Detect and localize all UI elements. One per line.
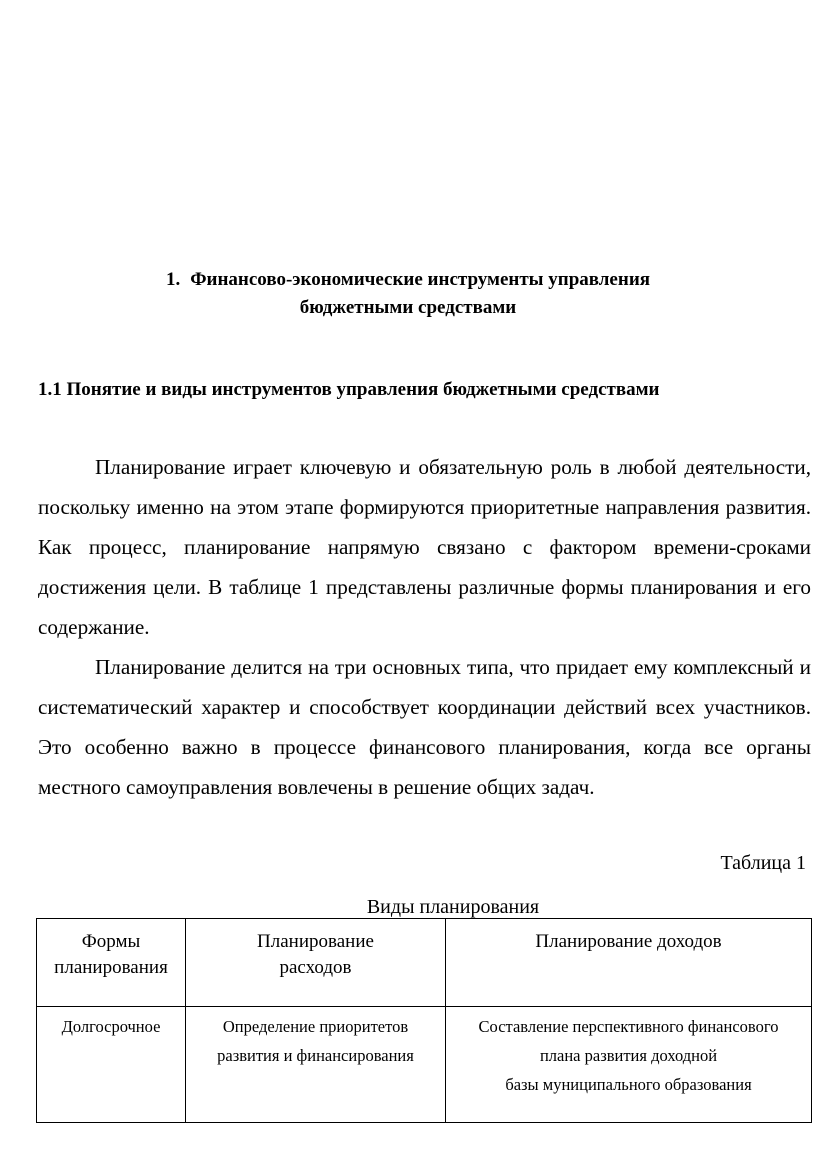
header-forms-line1: Формы [81,931,141,952]
header-cell-forms [37,919,186,1007]
header-expenses-line1: Планирование [257,931,374,952]
section-heading: 1.1 Понятие и виды инструментов управления бюджетными средствами [38,379,660,400]
cell-form-text: Долгосрочное [61,1017,161,1036]
cell-expenses [186,1007,446,1123]
cell-income-line1: Составление перспективного финансового [478,1017,779,1036]
cell-form [37,1007,186,1123]
chapter-heading-line1 [0,266,816,294]
table-header-row [37,919,812,1007]
header-cell-expenses [186,919,446,1007]
header-income-line1: Планирование доходов [535,931,722,952]
cell-income [446,1007,812,1123]
cell-expenses-line1: Определение приоритетов [222,1017,409,1036]
table-label: Таблица 1 [720,852,806,874]
chapter-title-line1: Финансово-экономические инструменты управления [190,269,651,290]
header-forms-line2: планирования [54,957,168,978]
paragraph-2: Планирование делится на три основных типа, что придает ему комплексный и систематический характер и способствует координации действий всех участников. Это особенно важно в процессе финансового планирования, когда все органы местного самоуправления вовлечены в решение общих задач. [38,655,811,799]
cell-income-line3: базы муниципального образования [505,1075,752,1094]
table-title: Виды планирования [366,896,540,918]
paragraph-1: Планирование играет ключевую и обязательную роль в любой деятельности, поскольку именно на этом этапе формируются приоритетные направления развития. Как процесс, планирование напрямую связано с фактором времени-сроками достижения цели. В таблице 1 представлены различные формы планирования и его содержание. [38,455,811,639]
chapter-title-line2: бюджетными средствами [299,297,517,318]
chapter-heading [0,266,816,322]
header-expenses-line2: расходов [279,957,352,978]
cell-expenses-line2: развития и финансирования [217,1046,414,1065]
header-cell-income [446,919,812,1007]
table-row [37,1007,812,1123]
planning-types-table [36,918,812,1123]
chapter-number: 1. [165,269,181,290]
cell-income-line2: плана развития доходной [539,1046,718,1065]
